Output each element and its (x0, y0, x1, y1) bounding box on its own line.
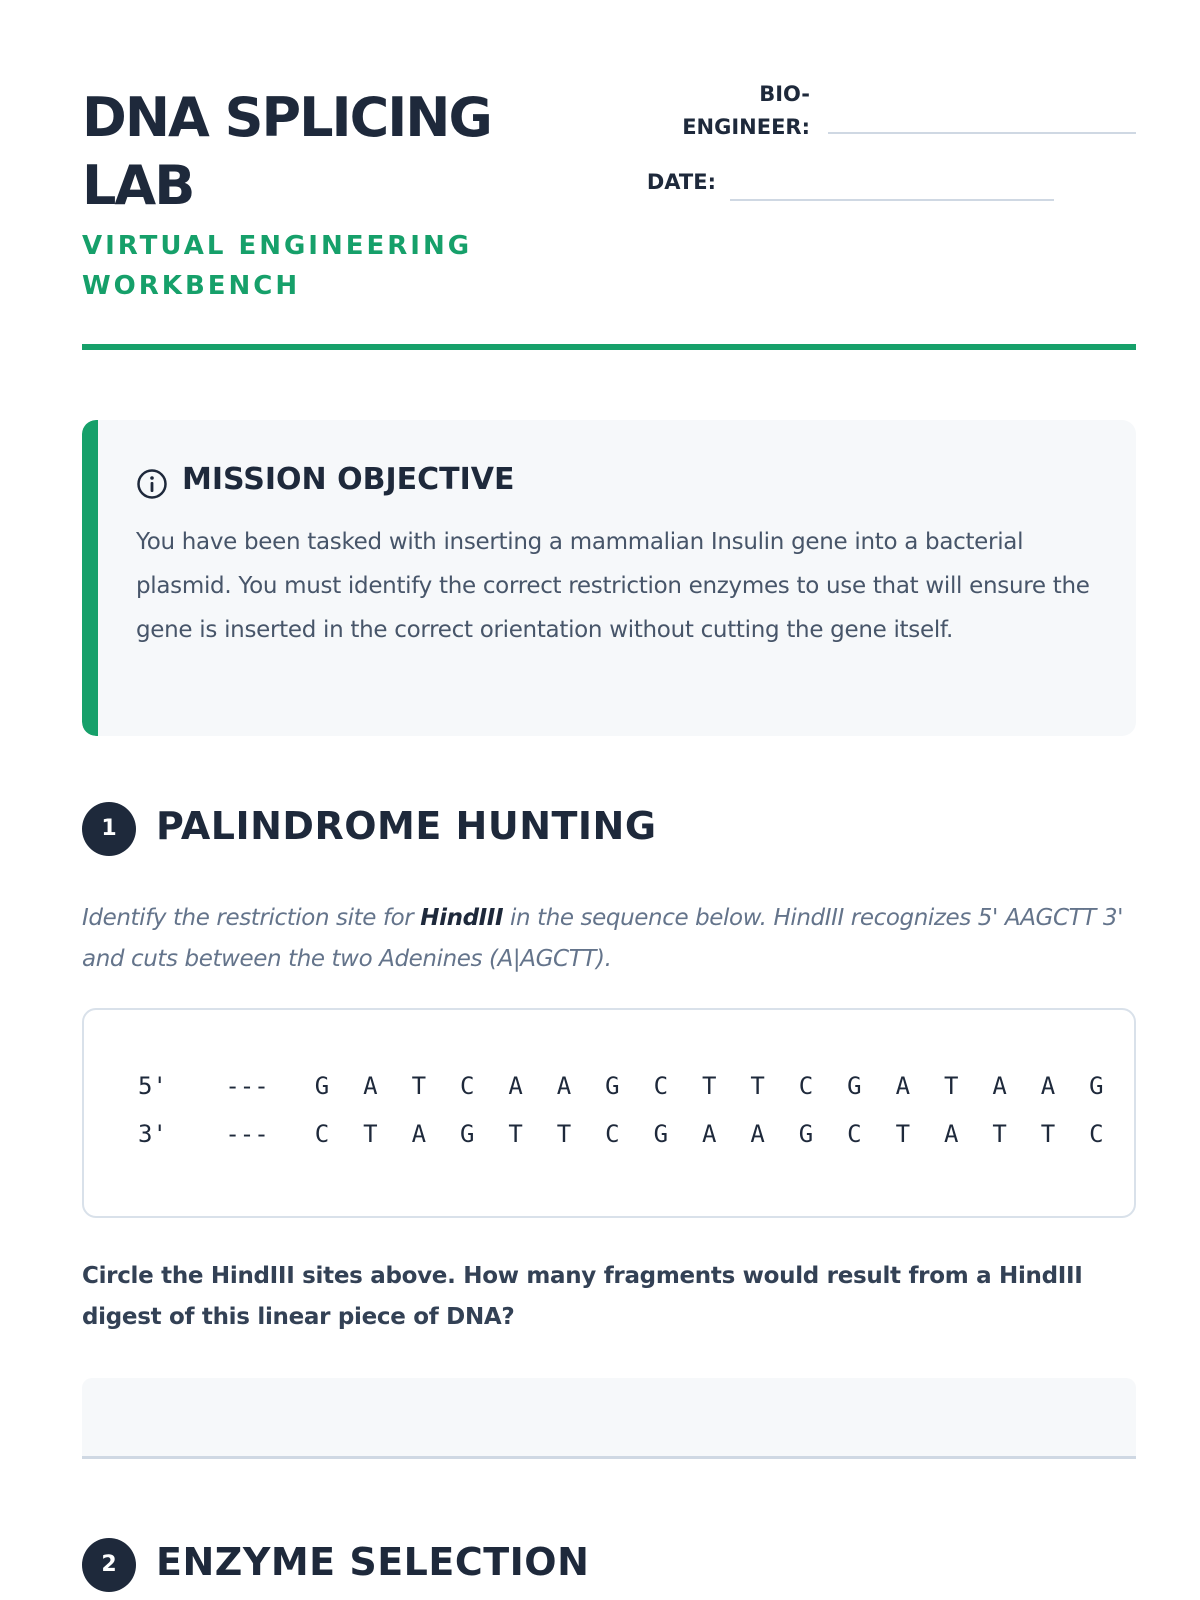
top-strand-base: A (895, 1072, 911, 1100)
section-1-question: Circle the HindIII sites above. How many fragments would result from a HindIII digest of this linear piece of DNA? (82, 1263, 1083, 1330)
header-divider (82, 344, 1136, 350)
top-strand-base: A (992, 1072, 1007, 1100)
top-strand-base: T (701, 1072, 717, 1100)
top-strand-base: C (653, 1072, 669, 1100)
bottom-strand-base: C (1089, 1120, 1104, 1148)
info-icon (136, 468, 168, 500)
top-strand-base: G (847, 1072, 862, 1100)
bottom-strand-base: T (508, 1120, 523, 1148)
bottom-strand-base: T (895, 1120, 911, 1148)
top-strand-base: A (1040, 1072, 1056, 1100)
top-strand-base: A (508, 1072, 523, 1100)
top-strand-base: T (411, 1072, 427, 1100)
bottom-strand-base: A (411, 1120, 427, 1148)
top-strand-base: T (750, 1072, 765, 1100)
page-title: DNA SPLICING LAB (82, 86, 491, 217)
top-prime-label: 5' (138, 1072, 167, 1100)
top-strand-base: A (556, 1072, 572, 1100)
bottom-strand-base: T (992, 1120, 1007, 1148)
top-dashes: --- (225, 1072, 269, 1100)
bottom-strand-base: T (556, 1120, 572, 1148)
top-strand-base: C (459, 1072, 475, 1100)
mission-objective-panel (82, 420, 1136, 736)
top-strand-base: T (943, 1072, 959, 1100)
bottom-strand-base: A (943, 1120, 959, 1148)
bottom-strand-base: G (653, 1120, 669, 1148)
bioengineer-label: BIO- ENGINEER: (682, 82, 810, 139)
date-label: DATE: (646, 170, 716, 194)
bottom-strand-base: A (750, 1120, 765, 1148)
section-2-number-badge: 2 (82, 1538, 136, 1592)
top-strand-base: A (363, 1072, 378, 1100)
bottom-strand-base: A (701, 1120, 717, 1148)
dna-sequence-box (82, 1008, 1136, 1218)
bottom-strand-base: G (798, 1120, 814, 1148)
bottom-strand-base: T (363, 1120, 378, 1148)
instruction-post: in the sequence below. HindIII recognizes 5' AAGCTT 3' and cuts between the two Adenines (A|AGCTT). (82, 905, 1123, 972)
section-1-instruction (82, 898, 1142, 980)
page-subtitle: VIRTUAL ENGINEERING WORKBENCH (82, 231, 473, 301)
top-strand-base: C (798, 1072, 814, 1100)
top-strand-base: G (1089, 1072, 1104, 1100)
section-2-title: ENZYME SELECTION (156, 1540, 590, 1584)
top-strand-base: G (314, 1072, 330, 1100)
bottom-strand-base: T (1040, 1120, 1056, 1148)
mission-accent-bar (82, 420, 98, 736)
mission-title: MISSION OBJECTIVE (182, 462, 515, 497)
bioengineer-input-line[interactable] (828, 132, 1136, 134)
top-strand-base: G (605, 1072, 620, 1100)
bottom-prime-label: 3' (138, 1120, 167, 1148)
bottom-dashes: --- (225, 1120, 269, 1148)
answer-field[interactable] (82, 1378, 1136, 1459)
instruction-pre: Identify the restriction site for (82, 905, 421, 931)
mission-text: You have been tasked with inserting a mammalian Insulin gene into a bacterial plasmid. You must identify the correct restriction enzymes to use that will ensure the gene is inserted in the correct orientation without cutting the gene itself. (136, 529, 1090, 643)
bottom-strand-base: C (847, 1120, 862, 1148)
enzyme-name: HindIII (420, 905, 504, 931)
section-1-number-badge: 1 (82, 802, 136, 856)
date-input-line[interactable] (730, 199, 1054, 201)
section-1-title: PALINDROME HUNTING (156, 804, 657, 848)
bottom-strand-base: C (605, 1120, 620, 1148)
bottom-strand-base: G (459, 1120, 475, 1148)
bottom-strand-base: C (314, 1120, 330, 1148)
